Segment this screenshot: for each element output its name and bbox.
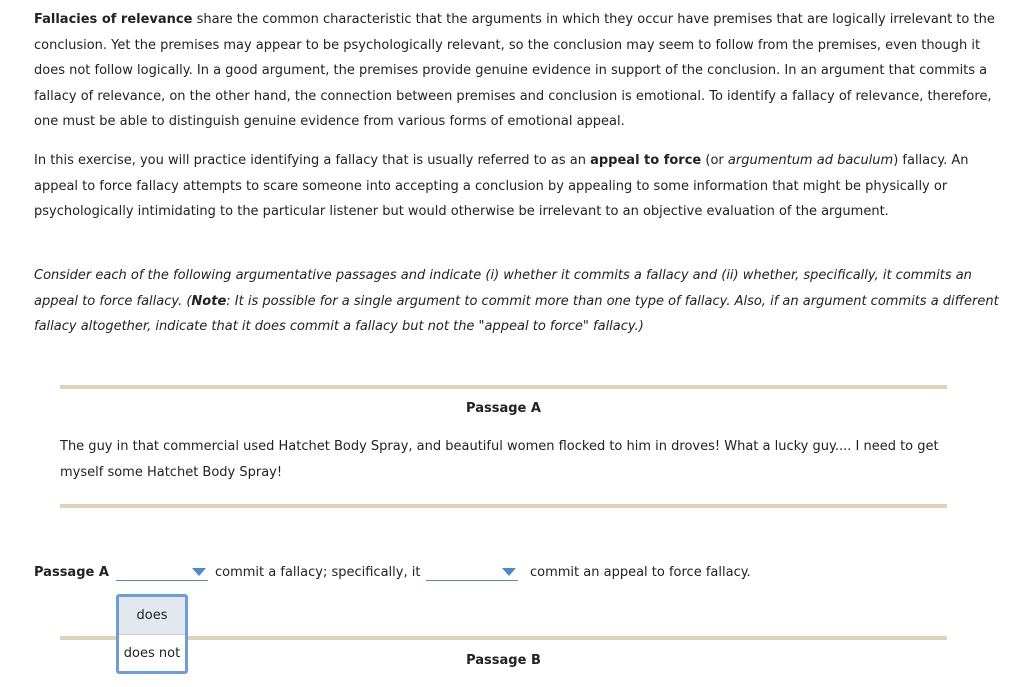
intro-paragraph-1 [34,7,1014,135]
passage-a-fallacy-select[interactable] [116,564,208,581]
intro-p2-rest: ) fallacy. An appeal to force fallacy attempts to scare someone into accepting a conclusion by appealing to some information that might be physically or psychologically intimidating to the particular listener but would otherwise be irrelevant to an objective evaluation of the argument. [34,153,969,220]
chevron-down-icon [192,568,206,576]
instructions-rest: : It is possible for a single argument to commit more than one type of fallacy. Also, if an argument commits a different fallacy altogether, indicate that it does commit a fallacy but not the "appeal to force" fallacy.) [34,293,999,335]
passage-a-text: The guy in that commercial used Hatchet Body Spray, and beautiful women flocked to him in droves! What a lucky guy.... I need to get myself some Hatchet Body Spray! [60,439,939,480]
passage-a-top-rule [60,385,947,389]
chevron-down-icon [502,568,516,576]
latin-term: argumentum ad baculum [727,153,894,168]
fallacies-term: Fallacies of relevance [34,12,193,27]
instructions-paragraph [34,263,1014,340]
intro-p1-text: share the common characteristic that the arguments in which they occur have premises that are logically irrelevant to the conclusion. Yet the premises may appear to be psychologically relevant, so the conclusion may seem to follow from the premises, even though it does not follow logically. In a good argument, the premises provide genuine evidence in support of the conclusion. In an argument that commits a fallacy of relevance, on the other hand, the connection between premises and conclusion is emotional. To identify a fallacy of relevance, therefore, one must be able to distinguish genuine evidence from various forms of emotional appeal. [34,12,995,130]
passage-b-top-rule [60,636,947,640]
intro-p2-paren: (or [701,153,728,168]
passage-a-bottom-rule [60,504,947,508]
passage-b-title: Passage B [466,653,541,668]
intro-paragraph-2 [34,148,1014,225]
question-a-end-text: commit an appeal to force fallacy. [530,565,751,580]
dropdown-option-does[interactable]: does [119,597,185,635]
dropdown-list [116,594,188,674]
note-label: Note [191,293,227,309]
intro-p2-start: In this exercise, you will practice identifying a fallacy that is usually referred to as an [34,153,591,168]
instructions-start: Consider each of the following argumentative passages and indicate (i) whether it commits a fallacy and (ii) whether, specifically, it commits an appeal to force fallacy. ( [34,268,972,309]
passage-a-title: Passage A [466,401,541,416]
dropdown-option-does-not[interactable]: does not [123,646,181,661]
question-a-middle-text: commit a fallacy; specifically, it [215,565,421,580]
question-a-label: Passage A [34,565,109,580]
appeal-to-force-term: appeal to force [590,153,702,168]
passage-a-force-select[interactable] [426,564,518,581]
